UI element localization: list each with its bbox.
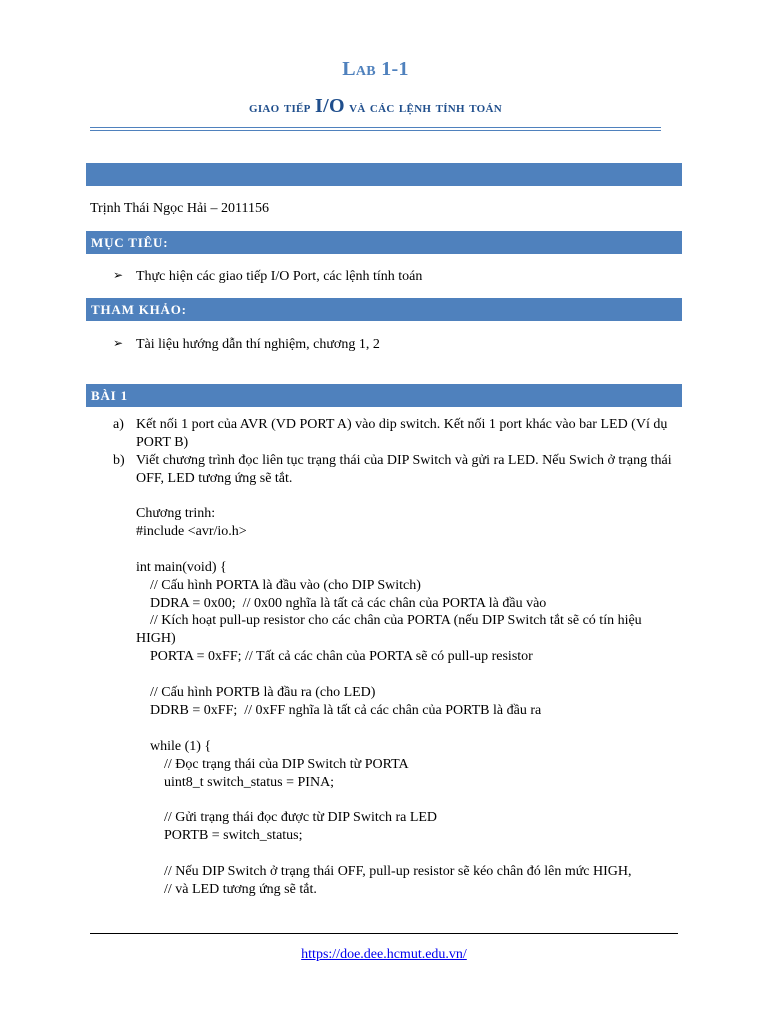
arrow-bullet-icon: ➢ <box>113 336 124 350</box>
section-bai-1: BÀI 1 <box>86 384 682 407</box>
blank-header-bar <box>86 163 682 186</box>
item-b-text: Viết chương trình đọc liên tục trạng thái của DIP Switch và gửi ra LED. Nếu Swich ở trạng thái OFF, LED tương ứng sẽ tắt. <box>136 453 672 486</box>
title-underline <box>90 127 661 128</box>
footer-divider <box>90 933 678 934</box>
subtitle-io: I/O <box>315 95 345 117</box>
author-line: Trịnh Thái Ngọc Hải – 2011156 <box>90 201 270 216</box>
section-tham-khao: THAM KHẢO: <box>86 298 682 321</box>
subtitle-part-1: giao tiếp <box>248 99 315 116</box>
item-a-label: a) <box>113 417 124 432</box>
arrow-bullet-icon: ➢ <box>113 268 124 282</box>
item-a-text: Kết nối 1 port của AVR (VD PORT A) vào dip switch. Kết nối 1 port khác vào bar LED (Ví dụ PORT B) <box>136 417 668 450</box>
item-b-label: b) <box>113 453 125 468</box>
code-listing: Chương trinh: #include <avr/io.h> int main(void) { // Cấu hình PORTA là đầu vào (cho DIP Switch) DDRA = 0x00; // 0x00 nghĩa là tất cả các chân của PORTA là đầu vào // Kích hoạt pull-up resistor cho các chân của PORTA (nếu DIP Switch tắt sẽ có tín hiệu HIGH) PORTA = 0xFF; // Tất cả các chân của PORTA sẽ có pull-up resistor // Cấu hình PORTB là đầu ra (cho LED) DDRB = 0xFF; // 0xFF nghĩa là tất cả các chân của PORTB là đầu ra while (1) { // Đọc trạng thái của DIP Switch từ PORTA uint8_t switch_status = PINA; // Gửi trạng thái đọc được từ DIP Switch ra LED PORTB = switch_status; // Nếu DIP Switch ở trạng thái OFF, pull-up resistor sẽ kéo chân đó lên mức HIGH, // và LED tương ứng sẽ tắt. <box>136 506 642 898</box>
tham-khao-bullet: Tài liệu hướng dẫn thí nghiệm, chương 1, 2 <box>136 337 380 352</box>
subtitle-part-2: và các lệnh tính toán <box>344 99 502 116</box>
lab-title: Lab 1-1 <box>342 58 409 80</box>
section-muc-tieu: MỤC TIÊU: <box>86 231 682 254</box>
title-block <box>90 58 661 118</box>
lab-subtitle <box>90 95 661 118</box>
footer-link[interactable]: https://doe.dee.hcmut.edu.vn/ <box>301 947 467 962</box>
title-underline-2 <box>90 130 661 131</box>
muc-tieu-bullet: Thực hiện các giao tiếp I/O Port, các lệnh tính toán <box>136 269 423 284</box>
